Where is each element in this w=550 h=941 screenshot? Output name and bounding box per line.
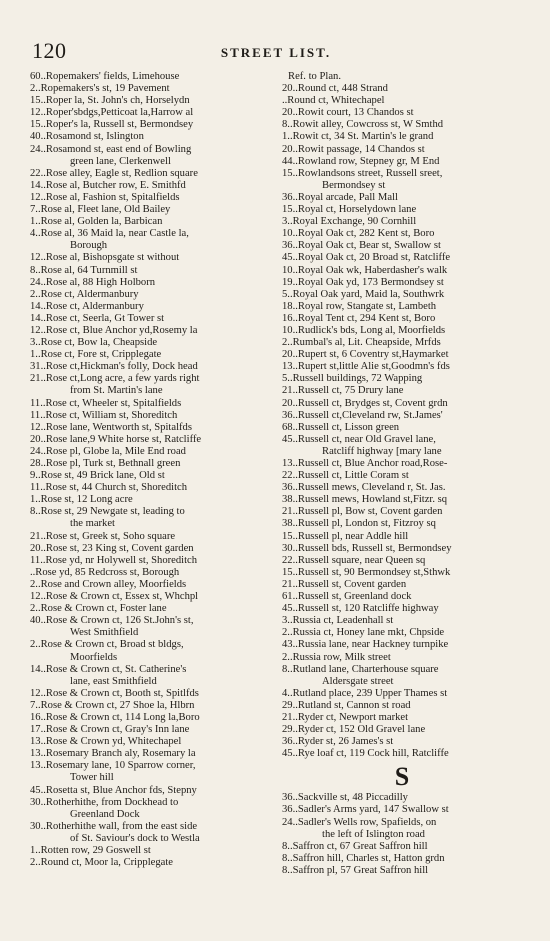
street-entry: 10..Rudlick's bds, Long al, Moorfields [282,324,446,336]
street-entry: 2..Rose ct, Aldermanbury [30,288,139,300]
street-entry: 36..Russell mews, Cleveland r, St. Jas. [282,482,446,494]
street-entry: ..Round ct, Whitechapel [282,95,385,107]
street-entry: 60..Ropemakers' fields, Limehouse [30,71,180,82]
street-entry: Greenland Dock [70,808,140,820]
street-entry: from St. Martin's lane [70,385,163,397]
street-entry: 12..Rose ct, Blue Anchor yd,Rosemy la [30,324,198,336]
street-entry: 29..Ryder ct, 152 Old Gravel lane [282,724,426,736]
street-entry: 2..Ropemakers's st, 19 Pavement [30,83,170,95]
street-entry: 17..Rose & Crown ct, Gray's Inn lane [30,724,190,736]
street-entry: 13..Rosemary lane, 10 Sparrow corner, [30,760,196,772]
street-entry: 36..Ryder st, 26 James's st [282,736,394,748]
street-entry: 11..Rose ct, Wheeler st, Spitalfields [30,397,182,409]
right-column-entries-r [282,83,522,760]
street-entry: 18..Royal row, Stangate st, Lambeth [282,300,437,312]
street-entry: 15..Rowlandsons street, Russell sreet, [282,167,443,179]
street-entry: 21..Rose ct,Long acre, a few yards right [30,373,200,385]
street-entry: 22..Russell ct, Little Coram st [282,470,409,482]
street-entry: 36..Sadler's Arms yard, 147 Swallow st [282,804,449,816]
street-entry: 10..Royal Oak wk, Haberdasher's walk [282,264,448,276]
street-entry: 20..Rupert st, 6 Coventry st,Haymarket [282,349,449,361]
column-heading: Ref. to Plan. [288,71,341,82]
street-entry: 8..Rose al, 64 Turnmill st [30,264,138,276]
street-entry: 2..Russia row, Milk street [282,651,391,663]
street-entry: 45..Russell ct, near Old Gravel lane, [282,433,436,445]
street-entry: 11..Rose ct, William st, Shoreditch [30,409,178,421]
street-entry: 45..Royal Oak ct, 20 Broad st, Ratcliffe [282,252,451,264]
street-entry: 2..Russia ct, Honey lane mkt, Chpside [282,627,445,639]
street-entry: 1..Rowit ct, 34 St. Martin's le grand [282,131,434,143]
street-entry: 14..Rose al, Butcher row, E. Smithfd [30,179,186,191]
street-entry: 1..Rose al, Golden la, Barbican [30,216,163,228]
street-entry: 38..Russell pl, London st, Fitzroy sq [282,518,436,530]
right-column-entries-s [282,792,522,877]
street-entry: 13..Russell ct, Blue Anchor road,Rose- [282,458,448,469]
street-entry: 20..Rowit court, 13 Chandos st [282,107,414,119]
street-entry: 1..Rose st, 12 Long acre [30,494,133,506]
street-entry: 30..Russell bds, Russell st, Bermondsey [282,542,452,554]
street-entry: 12..Rose al, Fashion st, Spitalfields [30,191,180,203]
street-entry: 19..Royal Oak yd, 173 Bermondsey st [282,276,444,288]
street-entry: Moorfields [70,651,118,663]
street-entry: 11..Rose st, 44 Church st, Shoreditch [30,482,188,494]
street-entry: 28..Rose pl, Turk st, Bethnall green [30,458,181,469]
street-entry: 31..Rose ct,Hickman's folly, Dock head [30,361,198,373]
street-entry: 40..Rose & Crown ct, 126 St.John's st, [30,615,194,627]
street-entry: 10..Royal Oak ct, 282 Kent st, Boro [282,228,435,240]
street-entry: 20..Russell ct, Brydges st, Covent grdn [282,397,448,409]
street-entry: 21..Russell ct, 75 Drury lane [282,385,404,397]
street-entry: 7..Rose & Crown ct, 27 Shoe la, Hlbrn [30,699,195,711]
street-entry: 8..Saffron hill, Charles st, Hatton grdn [282,852,445,864]
street-entry: 36..Sackville st, 48 Piccadilly [282,792,408,804]
street-entry: 36..Royal arcade, Pall Mall [282,191,398,203]
street-entry: Bermondsey st [322,179,386,191]
street-entry: Aldersgate street [322,675,394,687]
street-entry: 16..Royal Tent ct, 294 Kent st, Boro [282,312,436,324]
street-entry: 15..Roper la, St. John's ch, Horselydn [30,95,190,107]
page-header [32,38,520,62]
running-title: STREET LIST. [220,45,332,60]
street-entry: 12..Roper'sbdgs,Petticoat la,Harrow al [30,107,194,119]
street-entry: Borough [70,240,108,252]
street-entry: 8..Rutland lane, Charterhouse square [282,663,439,675]
street-entry: 20..Rowit passage, 14 Chandos st [282,143,425,155]
street-entry: lane, east Smithfield [70,675,157,687]
street-entry: 3..Rose ct, Bow la, Cheapside [30,337,158,349]
street-entry: 36..Russell ct,Cleveland rw, St.James' [282,409,443,421]
street-entry: Ratcliff highway [mary lane [322,445,442,457]
street-entry: the left of Islington road [322,828,425,840]
street-entry: 36..Royal Oak ct, Bear st, Swallow st [282,240,441,252]
street-entry: of St. Saviour's dock to Westla [70,832,200,844]
street-entry: 8..Saffron ct, 67 Great Saffron hill [282,840,428,852]
street-entry: 40..Rosamond st, Islington [30,131,144,143]
street-entry: 24..Rose al, 88 High Holborn [30,276,156,288]
street-entry: 2..Rose & Crown ct, Foster lane [30,603,167,615]
street-entry: 21..Russell st, Covent garden [282,578,407,590]
page-number: 120 [32,38,67,63]
street-entry: 15..Russell st, 90 Bermondsey st,Sthwk [282,566,451,578]
street-entry: 24..Rosamond st, east end of Bowling [30,143,192,155]
street-entry: 14..Rose & Crown ct, St. Catherine's [30,663,187,675]
street-entry: 4..Rose al, 36 Maid la, near Castle la, [30,228,189,240]
street-entry: 13..Rose & Crown yd, Whitechapel [30,736,182,748]
street-entry: 38..Russell mews, Howland st,Fitzr. sq [282,494,448,506]
street-entry: 9..Rose st, 49 Brick lane, Old st [30,470,165,482]
street-entry: 11..Rose yd, nr Holywell st, Shoreditch [30,554,198,566]
street-entry: 61..Russell st, Greenland dock [282,591,412,603]
street-entry: ..Rose yd, 85 Redcross st, Borough [30,566,180,578]
street-entry: 24..Rose pl, Globe la, Mile End road [30,445,186,457]
street-entry: 15..Russell pl, near Addle hill [282,530,409,542]
street-entry: 30..Rotherhithe, from Dockhead to [30,796,179,808]
street-entry: 12..Rose & Crown ct, Essex st, Whchpl [30,591,199,603]
street-entry: 3..Royal Exchange, 90 Cornhill [282,216,417,228]
street-entry: 68..Russell ct, Lisson green [282,421,400,433]
street-entry: 44..Rowland row, Stepney gr, M End [282,155,440,167]
street-entry: 21..Ryder ct, Newport market [282,711,409,723]
street-entry: 30..Rotherhithe wall, from the east side [30,820,198,832]
street-entry: 1..Rose ct, Fore st, Cripplegate [30,349,162,361]
street-entry: the market [70,518,116,530]
street-entry: 24..Sadler's Wells row, Spafields, on [282,816,437,828]
street-entry: 13..Rosemary Branch aly, Rosemary la [30,748,196,760]
street-entry: 45..Rosetta st, Blue Anchor fds, Stepny [30,784,197,796]
street-entry: 2..Rose & Crown ct, Broad st bldgs, [30,639,184,651]
street-entry: 8..Rowit alley, Cowcross st, W Smthd [282,119,444,131]
street-entry: 43..Russia lane, near Hackney turnpike [282,639,449,651]
street-entry: 2..Rose and Crown alley, Moorfields [30,578,187,590]
street-entry: 20..Rose lane,9 White horse st, Ratcliffe [30,433,202,445]
street-entry: 12..Rose lane, Wentworth st, Spitalfds [30,421,192,433]
street-entry: green lane, Clerkenwell [70,155,171,167]
street-entry: 21..Russell pl, Bow st, Covent garden [282,506,443,518]
street-entry: 29..Rutland st, Cannon st road [282,699,411,711]
street-entry: 12..Rose al, Bishopsgate st without [30,252,180,264]
street-entry: West Smithfield [70,627,139,639]
street-entry: 8..Saffron pl, 57 Great Saffron hill [282,864,429,876]
street-entry: 22..Rose alley, Eagle st, Redlion square [30,167,198,179]
street-entry: 45..Rye loaf ct, 119 Cock hill, Ratcliffe [282,748,449,760]
street-entry: Tower hill [70,772,114,784]
street-entry: 3..Russia ct, Leadenhall st [282,615,394,627]
street-entry: 7..Rose al, Fleet lane, Old Bailey [30,204,171,216]
street-entry: 21..Rose st, Greek st, Soho square [30,530,176,542]
section-letter: S [394,762,410,792]
left-column [30,71,270,869]
street-entry: 14..Rose ct, Seerla, Gt Tower st [30,312,165,324]
street-entry: 45..Russell st, 120 Ratcliffe highway [282,603,439,615]
street-entry: 20..Rose st, 23 King st, Covent garden [30,542,194,554]
street-entry: 16..Rose & Crown ct, 114 Long la,Boro [30,711,200,723]
street-entry: 12..Rose & Crown ct, Booth st, Spitlfds [30,687,199,699]
street-entry: 15..Roper's la, Russell st, Bermondsey [30,119,194,131]
street-entry: 20..Round ct, 448 Strand [282,83,388,95]
street-entry: 5..Royal Oak yard, Maid la, Southwrk [282,288,445,300]
street-entry: 1..Rotten row, 29 Goswell st [30,845,151,856]
street-entry: 4..Rutland place, 239 Upper Thames st [282,687,448,699]
street-entry: 14..Rose ct, Aldermanbury [30,300,144,312]
street-entry: 5..Russell buildings, 72 Wapping [282,373,423,385]
street-entry: 2..Rumbal's al, Lit. Cheapside, Mrfds [282,337,441,349]
right-column [282,71,522,877]
street-entry: 2..Round ct, Moor la, Cripplegate [30,857,173,869]
street-entry: 15..Royal ct, Horselydown lane [282,204,417,216]
street-entry: 8..Rose st, 29 Newgate st, leading to [30,506,185,518]
street-entry: 13..Rupert st,little Alie st,Goodmn's fds [282,361,450,373]
street-entry: 22..Russell square, near Queen sq [282,554,426,566]
